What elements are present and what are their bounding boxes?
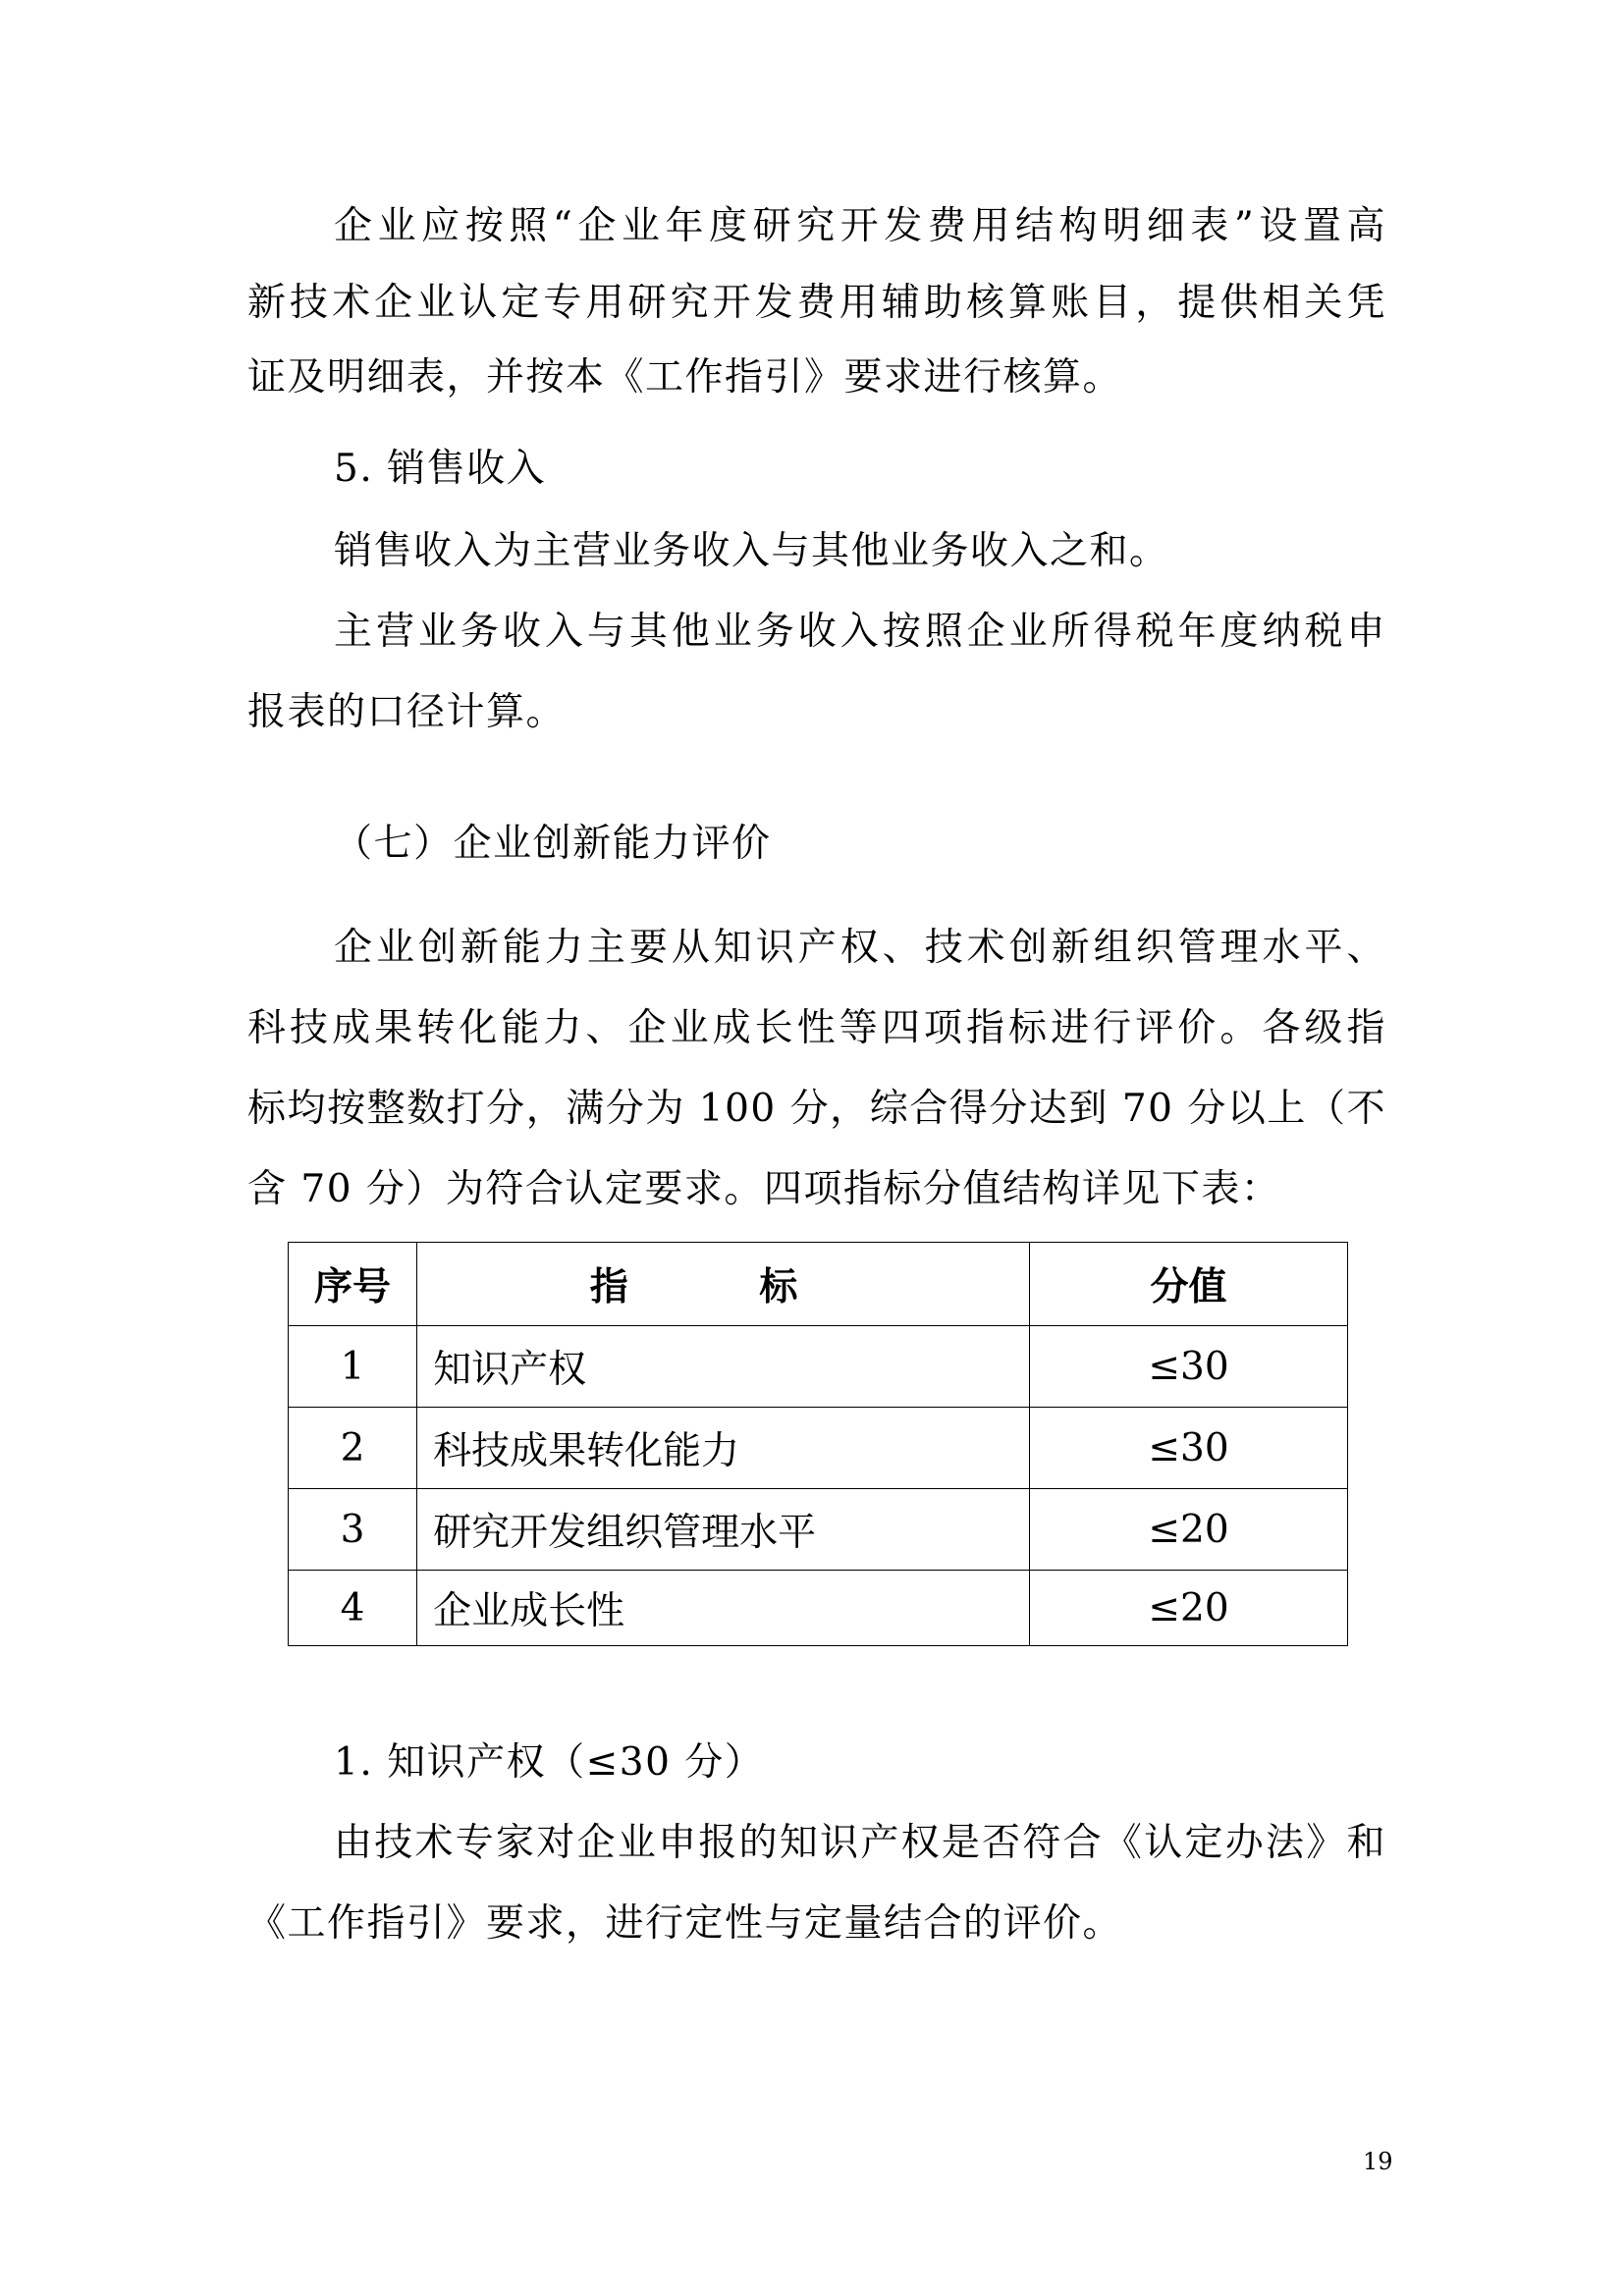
section-heading: （七）企业创新能力评价 (334, 822, 772, 866)
row-indicator: 研究开发组织管理水平 (417, 1489, 1030, 1571)
paragraph-line: 由技术专家对企业申报的知识产权是否符合《认定办法》和 (334, 1821, 1386, 1865)
row-score: ≤30 (1030, 1408, 1348, 1489)
table-row (289, 1489, 1348, 1571)
row-indicator: 知识产权 (417, 1326, 1030, 1408)
indicator-score-table (288, 1242, 1348, 1646)
paragraph-line: 企业应按照“企业年度研究开发费用结构明细表”设置高 (334, 204, 1386, 248)
row-no: 4 (289, 1571, 417, 1646)
row-no: 2 (289, 1408, 417, 1489)
row-no: 1 (289, 1326, 417, 1408)
paragraph-line: 企业创新能力主要从知识产权、技术创新组织管理水平、 (334, 926, 1386, 970)
row-indicator: 科技成果转化能力 (417, 1408, 1030, 1489)
table-header-row (289, 1243, 1348, 1326)
paragraph-line: 主营业务收入与其他业务收入按照企业所得税年度纳税申 (334, 610, 1386, 654)
header-indicator-label: 指 标 (589, 1264, 857, 1309)
paragraph-line: 科技成果转化能力、企业成长性等四项指标进行评价。各级指 (247, 1006, 1386, 1050)
paragraph-line: 标均按整数打分，满分为 100 分，综合得分达到 70 分以上（不 (247, 1087, 1386, 1131)
row-score: ≤20 (1030, 1571, 1348, 1646)
header-no: 序号 (289, 1243, 417, 1326)
row-score: ≤30 (1030, 1326, 1348, 1408)
paragraph-line: 销售收入为主营业务收入与其他业务收入之和。 (334, 529, 1169, 573)
table-row (289, 1571, 1348, 1646)
row-no: 3 (289, 1489, 417, 1571)
subsection-heading: 5. 销售收入 (334, 447, 547, 491)
row-indicator: 企业成长性 (417, 1571, 1030, 1646)
paragraph-line: 《工作指引》要求，进行定性与定量结合的评价。 (247, 1901, 1123, 1946)
table-row (289, 1326, 1348, 1408)
paragraph-line: 报表的口径计算。 (247, 690, 567, 734)
row-score: ≤20 (1030, 1489, 1348, 1571)
paragraph-line: 新技术企业认定专用研究开发费用辅助核算账目，提供相关凭 (247, 281, 1386, 325)
subsection-heading: 1. 知识产权（≤30 分） (334, 1740, 765, 1785)
header-indicator (417, 1243, 1030, 1326)
paragraph-line: 含 70 分）为符合认定要求。四项指标分值结构详见下表： (247, 1167, 1281, 1211)
paragraph-line: 证及明细表，并按本《工作指引》要求进行核算。 (247, 355, 1123, 400)
page-number: 19 (1363, 2148, 1393, 2175)
header-score: 分值 (1030, 1243, 1348, 1326)
table-row (289, 1408, 1348, 1489)
